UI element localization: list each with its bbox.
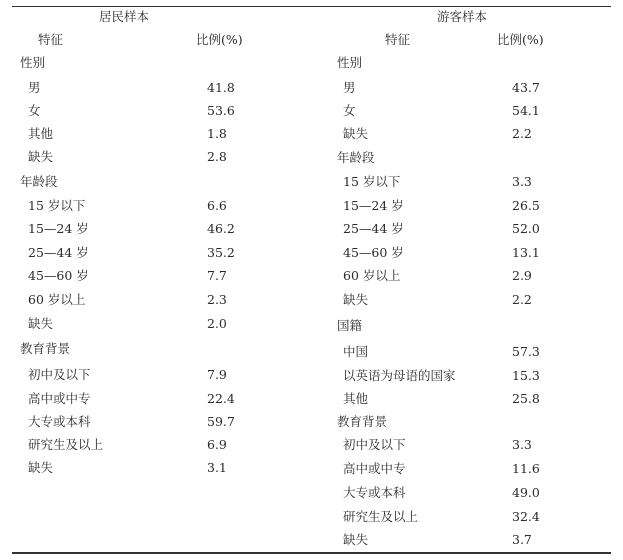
table-row-value: 13.1 xyxy=(512,245,540,260)
table-row-value: 6.6 xyxy=(207,198,227,213)
table-row-label: 15—24 岁 xyxy=(28,221,89,236)
table-top-rule xyxy=(12,6,611,7)
resident-ratio-header: 比例(%) xyxy=(196,32,243,47)
visitor-category-age: 年龄段 xyxy=(337,150,375,165)
table-row-value: 22.4 xyxy=(207,391,235,406)
table-row-label: 大专或本科 xyxy=(28,414,91,429)
table-row-value: 41.8 xyxy=(207,80,235,95)
table-row-value: 53.6 xyxy=(207,103,235,118)
table-row-value: 43.7 xyxy=(512,80,540,95)
table-row-label: 大专或本科 xyxy=(343,485,406,500)
table-row-value: 7.9 xyxy=(207,367,227,382)
table-row-label: 初中及以下 xyxy=(28,367,91,382)
visitor-sample-title: 游客样本 xyxy=(437,9,488,24)
resident-sample-title: 居民样本 xyxy=(99,9,150,24)
table-row-label: 其他 xyxy=(343,391,369,406)
table-row-label: 25—44 岁 xyxy=(343,221,404,236)
table-row-value: 11.6 xyxy=(512,461,540,476)
table-row-label: 女 xyxy=(343,103,356,118)
table-row-value: 3.1 xyxy=(207,460,227,475)
table-row-label: 缺失 xyxy=(28,460,54,475)
visitor-category-nationality: 国籍 xyxy=(337,318,363,333)
table-row-value: 57.3 xyxy=(512,344,540,359)
table-row-value: 52.0 xyxy=(512,221,540,236)
table-row-value: 2.3 xyxy=(207,292,227,307)
table-row-value: 3.3 xyxy=(512,174,532,189)
table-row-label: 研究生及以上 xyxy=(343,509,419,524)
table-bottom-rule xyxy=(12,552,611,554)
resident-category-gender: 性别 xyxy=(20,55,46,70)
table-row-value: 2.8 xyxy=(207,149,227,164)
table-row-label: 缺失 xyxy=(343,126,369,141)
table-row-label: 缺失 xyxy=(343,532,369,547)
table-row-label: 缺失 xyxy=(343,292,369,307)
visitor-ratio-header: 比例(%) xyxy=(497,32,544,47)
table-row-label: 缺失 xyxy=(28,316,54,331)
table-row-value: 25.8 xyxy=(512,391,540,406)
table-row-value: 59.7 xyxy=(207,414,235,429)
visitor-category-gender: 性别 xyxy=(337,55,363,70)
table-row-label: 60 岁以上 xyxy=(28,292,86,307)
table-row-value: 2.2 xyxy=(512,292,532,307)
visitor-feature-header: 特征 xyxy=(385,32,411,47)
table-row-label: 男 xyxy=(28,80,41,95)
table-row-label: 15—24 岁 xyxy=(343,198,404,213)
table-row-label: 15 岁以下 xyxy=(28,198,86,213)
table-row-label: 15 岁以下 xyxy=(343,174,401,189)
resident-feature-header: 特征 xyxy=(38,32,64,47)
table-row-value: 1.8 xyxy=(207,126,227,141)
table-row-label: 女 xyxy=(28,103,41,118)
table-row-value: 49.0 xyxy=(512,485,540,500)
table-row-value: 6.9 xyxy=(207,437,227,452)
table-row-value: 46.2 xyxy=(207,221,235,236)
table-row-value: 7.7 xyxy=(207,268,227,283)
table-row-value: 3.7 xyxy=(512,532,532,547)
table-row-label: 高中或中专 xyxy=(343,461,406,476)
table-row-label: 中国 xyxy=(343,344,369,359)
table-row-value: 26.5 xyxy=(512,198,540,213)
table-row-label: 45—60 岁 xyxy=(343,245,404,260)
table-row-value: 54.1 xyxy=(512,103,540,118)
resident-category-education: 教育背景 xyxy=(20,341,71,356)
table-row-value: 2.9 xyxy=(512,268,532,283)
table-row-value: 2.0 xyxy=(207,316,227,331)
table-row-value: 15.3 xyxy=(512,368,540,383)
table-row-value: 35.2 xyxy=(207,245,235,260)
table-row-value: 3.3 xyxy=(512,437,532,452)
table-row-value: 2.2 xyxy=(512,126,532,141)
table-row-label: 初中及以下 xyxy=(343,437,406,452)
resident-category-age: 年龄段 xyxy=(20,174,58,189)
table-row-value: 32.4 xyxy=(512,509,540,524)
visitor-category-education: 教育背景 xyxy=(337,414,388,429)
table-row-label: 缺失 xyxy=(28,149,54,164)
table-row-label: 以英语为母语的国家 xyxy=(343,368,456,383)
table-row-label: 其他 xyxy=(28,126,54,141)
table-row-label: 45—60 岁 xyxy=(28,268,89,283)
table-row-label: 男 xyxy=(343,80,356,95)
table-row-label: 60 岁以上 xyxy=(343,268,401,283)
table-row-label: 高中或中专 xyxy=(28,391,91,406)
table-row-label: 研究生及以上 xyxy=(28,437,104,452)
table-row-label: 25—44 岁 xyxy=(28,245,89,260)
